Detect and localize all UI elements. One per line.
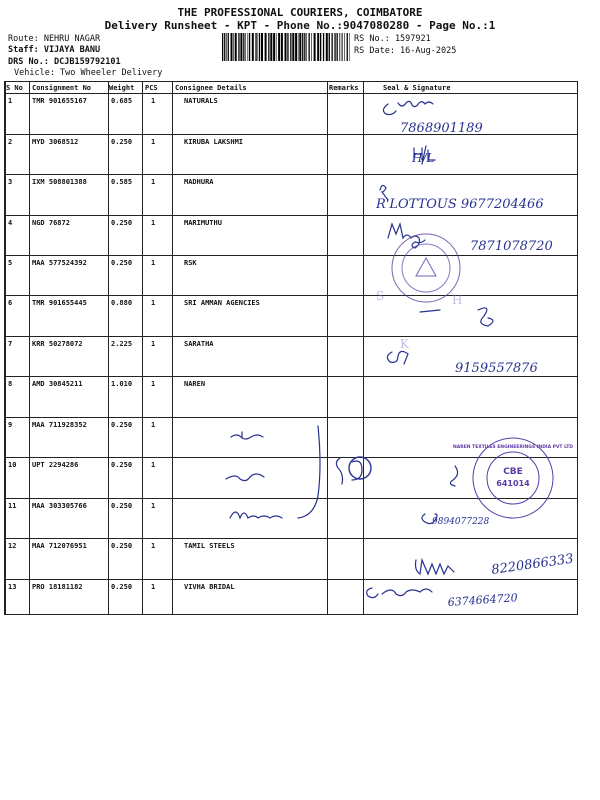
rs-number: RS No.: 1597921 bbox=[354, 34, 431, 44]
rs-date: RS Date: 16-Aug-2025 bbox=[354, 46, 457, 56]
barcode-bar bbox=[341, 33, 342, 61]
cell-pcs: 1 bbox=[151, 421, 156, 429]
cell-sno: 10 bbox=[8, 461, 17, 469]
barcode-bar bbox=[258, 33, 259, 61]
barcode-bar bbox=[249, 33, 250, 61]
cell-pcs: 1 bbox=[151, 502, 156, 510]
barcode-bar bbox=[314, 33, 316, 61]
barcode-bar bbox=[337, 33, 338, 61]
barcode-bar bbox=[224, 33, 225, 61]
barcode-bar bbox=[261, 33, 263, 61]
cell-consignee: MADHURA bbox=[184, 178, 214, 186]
route-label: Route: NEHRU NAGAR bbox=[8, 34, 101, 44]
row-divider bbox=[5, 498, 577, 499]
col-header-pcs: PCS bbox=[145, 84, 158, 92]
cell-weight: 2.225 bbox=[111, 340, 133, 348]
row-divider bbox=[5, 538, 577, 539]
col-header-sno: S No bbox=[6, 84, 23, 92]
barcode-bar bbox=[233, 33, 234, 61]
cell-weight: 0.250 bbox=[111, 421, 133, 429]
barcode-bar bbox=[276, 33, 277, 61]
barcode-bar bbox=[231, 33, 233, 61]
row-divider bbox=[5, 457, 577, 458]
cell-consignee: MARIMUTHU bbox=[184, 219, 222, 227]
row-divider bbox=[5, 255, 577, 256]
row-divider bbox=[5, 417, 577, 418]
barcode-bar bbox=[259, 33, 260, 61]
barcode-bar bbox=[292, 33, 294, 61]
barcode-bar bbox=[252, 33, 254, 61]
cell-weight: 0.250 bbox=[111, 461, 133, 469]
handwritten-phone-row13: 6374664720 bbox=[447, 591, 519, 609]
barcode-bar bbox=[299, 33, 301, 61]
barcode-bar bbox=[245, 33, 246, 61]
barcode-bar bbox=[295, 33, 297, 61]
handwritten-phone-row1: 7868901189 bbox=[400, 121, 483, 136]
barcode-bar bbox=[320, 33, 321, 61]
cell-cno: IXM 508801388 bbox=[32, 178, 87, 186]
handwritten-phone-row7: 9159557876 bbox=[455, 361, 538, 376]
col-header-signature: Seal & Signature bbox=[383, 84, 451, 92]
barcode-bar bbox=[339, 33, 340, 61]
seal-center-line2: 641014 bbox=[496, 479, 530, 488]
cell-pcs: 1 bbox=[151, 583, 156, 591]
barcode-bar bbox=[278, 33, 280, 61]
cell-cno: UPT 2294286 bbox=[32, 461, 79, 469]
cell-sno: 12 bbox=[8, 542, 17, 550]
cell-cno: KRR 50278072 bbox=[32, 340, 83, 348]
barcode-bar bbox=[268, 33, 269, 61]
row-divider bbox=[5, 134, 577, 135]
cell-weight: 0.250 bbox=[111, 502, 133, 510]
barcode-bar bbox=[238, 33, 239, 61]
handwritten-phone-row4: 7871078720 bbox=[470, 239, 553, 254]
cell-sno: 1 bbox=[8, 97, 13, 105]
barcode-bar bbox=[329, 33, 330, 61]
barcode-bar bbox=[311, 33, 312, 61]
cell-weight: 0.880 bbox=[111, 299, 133, 307]
cell-weight: 0.585 bbox=[111, 178, 133, 186]
cell-cno: MYD 3068512 bbox=[32, 138, 79, 146]
row-divider bbox=[5, 174, 577, 175]
cell-consignee: VIVHA BRIDAL bbox=[184, 583, 235, 591]
barcode-bar bbox=[281, 33, 283, 61]
cell-cno: MAA 303305766 bbox=[32, 502, 87, 510]
row-divider bbox=[5, 579, 577, 580]
cell-consignee: SARATHA bbox=[184, 340, 214, 348]
cell-consignee: RSK bbox=[184, 259, 197, 267]
cell-cno: NGD 76872 bbox=[32, 219, 70, 227]
col-header-consignee: Consignee Details bbox=[175, 84, 247, 92]
cell-sno: 9 bbox=[8, 421, 13, 429]
cell-weight: 0.250 bbox=[111, 583, 133, 591]
cell-consignee: TAMIL STEELS bbox=[184, 542, 235, 550]
cell-pcs: 1 bbox=[151, 259, 156, 267]
cell-weight: 0.250 bbox=[111, 259, 133, 267]
barcode-bar bbox=[222, 33, 223, 61]
cell-pcs: 1 bbox=[151, 340, 156, 348]
cell-cno: MAA 577524392 bbox=[32, 259, 87, 267]
barcode-bar bbox=[347, 33, 348, 61]
svg-text:H: H bbox=[452, 293, 463, 307]
cell-cno: MAA 712076951 bbox=[32, 542, 87, 550]
handwritten-phone-row12: 8220866333 bbox=[490, 551, 575, 578]
staff-label: Staff: VIJAYA BANU bbox=[8, 45, 101, 55]
svg-text:K: K bbox=[400, 337, 409, 351]
col-header-weight: Weight bbox=[109, 84, 135, 92]
cell-cno: TMR 901655445 bbox=[32, 299, 87, 307]
runsheet-subtitle: Delivery Runsheet - KPT - Phone No.:9047080280 - Page No.:1 bbox=[104, 19, 496, 32]
cell-pcs: 1 bbox=[151, 299, 156, 307]
cell-consignee: KIRUBA LAKSHMI bbox=[184, 138, 244, 146]
barcode-bar bbox=[270, 33, 272, 61]
barcode-bar bbox=[342, 33, 343, 61]
cell-cno: TMR 901655167 bbox=[32, 97, 87, 105]
barcode-bar bbox=[306, 33, 307, 61]
cell-pcs: 1 bbox=[151, 461, 156, 469]
cell-consignee: SRI AMMAN AGENCIES bbox=[184, 299, 260, 307]
seal-ring-text: NAREN TEXTILES ENGINEERINGS INDIA PVT LTD bbox=[453, 445, 573, 450]
cell-pcs: 1 bbox=[151, 542, 156, 550]
cell-sno: 4 bbox=[8, 219, 13, 227]
cell-weight: 0.250 bbox=[111, 138, 133, 146]
cell-weight: 0.685 bbox=[111, 97, 133, 105]
barcode-bar bbox=[228, 33, 229, 61]
row-divider bbox=[5, 376, 577, 377]
barcode-bar bbox=[255, 33, 256, 61]
barcode-bar bbox=[317, 33, 319, 61]
barcode-bar bbox=[273, 33, 275, 61]
barcode-bar bbox=[323, 33, 324, 61]
col-header-consignment: Consignment No bbox=[32, 84, 92, 92]
cell-weight: 0.250 bbox=[111, 542, 133, 550]
barcode-bar bbox=[226, 33, 227, 61]
row-divider bbox=[5, 295, 577, 296]
barcode-bar bbox=[326, 33, 328, 61]
cell-weight: 1.010 bbox=[111, 380, 133, 388]
barcode-bar bbox=[285, 33, 287, 61]
svg-text:S: S bbox=[376, 289, 385, 303]
cell-sno: 7 bbox=[8, 340, 13, 348]
cell-pcs: 1 bbox=[151, 178, 156, 186]
barcode-bar bbox=[265, 33, 267, 61]
cell-sno: 11 bbox=[8, 502, 17, 510]
cell-consignee: NATURALS bbox=[184, 97, 218, 105]
vehicle-label: Vehicle: Two Wheeler Delivery bbox=[14, 68, 163, 78]
barcode-bar bbox=[344, 33, 345, 61]
cell-sno: 2 bbox=[8, 138, 13, 146]
barcode-bar bbox=[350, 33, 351, 61]
barcode-bar bbox=[334, 33, 335, 61]
cell-sno: 3 bbox=[8, 178, 13, 186]
barcode-bar bbox=[235, 33, 237, 61]
cell-pcs: 1 bbox=[151, 219, 156, 227]
cell-consignee: NAREN bbox=[184, 380, 206, 388]
barcode-bar bbox=[332, 33, 333, 61]
cell-pcs: 1 bbox=[151, 97, 156, 105]
cell-pcs: 1 bbox=[151, 380, 156, 388]
drs-number: DRS No.: DCJB159792101 bbox=[8, 57, 121, 67]
barcode-bar bbox=[304, 33, 305, 61]
cell-cno: AMD 30845211 bbox=[32, 380, 83, 388]
cell-sno: 6 bbox=[8, 299, 13, 307]
drs-barcode bbox=[222, 33, 350, 61]
row-divider bbox=[5, 215, 577, 216]
barcode-bar bbox=[302, 33, 303, 61]
handwritten-phone-row11: 9894077228 bbox=[432, 517, 490, 527]
cell-cno: MAA 711928352 bbox=[32, 421, 87, 429]
barcode-bar bbox=[243, 33, 244, 61]
col-header-remarks: Remarks bbox=[329, 84, 359, 92]
cell-sno: 5 bbox=[8, 259, 13, 267]
handwritten-note-row2: H/L bbox=[412, 151, 435, 165]
cell-weight: 0.250 bbox=[111, 219, 133, 227]
handwritten-note-row3: R'LOTTOUS 9677204466 bbox=[376, 197, 544, 212]
runsheet-table bbox=[4, 81, 578, 615]
barcode-bar bbox=[298, 33, 299, 61]
barcode-bar bbox=[290, 33, 291, 61]
barcode-bar bbox=[240, 33, 242, 61]
barcode-bar bbox=[309, 33, 310, 61]
cell-sno: 13 bbox=[8, 583, 17, 591]
barcode-bar bbox=[287, 33, 288, 61]
cell-pcs: 1 bbox=[151, 138, 156, 146]
cell-sno: 8 bbox=[8, 380, 13, 388]
cell-cno: PRO 18181182 bbox=[32, 583, 83, 591]
row-divider bbox=[5, 336, 577, 337]
company-title: THE PROFESSIONAL COURIERS, COIMBATORE bbox=[177, 6, 423, 19]
barcode-bar bbox=[248, 33, 249, 61]
seal-center-line1: CBE bbox=[503, 467, 523, 477]
